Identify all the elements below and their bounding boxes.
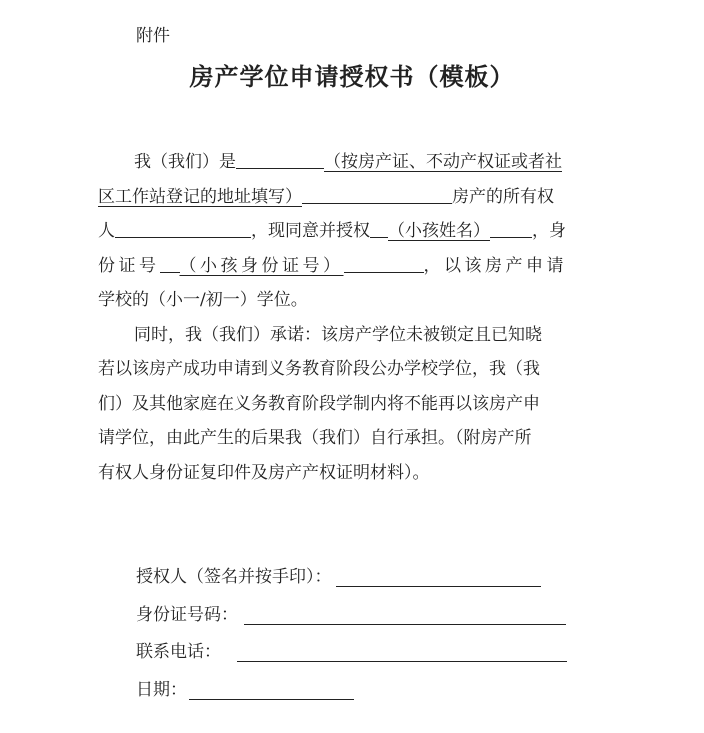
document-body [98, 145, 604, 490]
paragraph-1-line-2 [98, 180, 604, 215]
phone-label: 联系电话： [136, 642, 221, 662]
paragraph-2-line-2: 若以该房产成功申请到义务教育阶段公办学校学位，我（我 [98, 359, 540, 379]
document-title: 房产学位申请授权书（模板） [189, 62, 515, 91]
authorize-text: ，现同意并授权 [251, 221, 370, 241]
child-id-trail-blank[interactable] [344, 252, 424, 273]
authorizer-signature-blank[interactable] [336, 566, 541, 587]
id-label-text: 份证号 [98, 255, 160, 276]
authorizer-label: 授权人（签名并按手印）： [136, 567, 332, 587]
id-number-row [136, 604, 566, 626]
id-number-label: 身份证号码： [136, 605, 238, 625]
date-row [136, 679, 354, 701]
date-blank[interactable] [189, 679, 354, 700]
id-number-blank[interactable] [244, 604, 566, 625]
paragraph-1-line-5: 学校的（小一/初一）学位。 [98, 290, 308, 310]
date-label: 日期： [136, 680, 187, 700]
owner-intro-text: 我（我们）是 [134, 152, 236, 172]
apply-with-property-text: ，以该房产申请 [423, 255, 567, 276]
property-owner-text: 房产的所有权 [452, 186, 554, 207]
address-instruction-text: （按房产证、不动产权证或者社 [324, 152, 562, 172]
child-name-lead-blank[interactable] [370, 217, 388, 238]
owner-suffix-text: 人 [98, 221, 115, 241]
child-id-lead-blank[interactable] [160, 252, 180, 273]
paragraph-2-line-1: 同时，我（我们）承诺：该房产学位未被锁定且已知晓 [134, 324, 542, 345]
paragraph-2-line-5: 有权人身份证复印件及房产产权证明材料）。 [98, 462, 430, 483]
child-id-placeholder: （小孩身份证号） [179, 255, 344, 276]
property-address-blank[interactable] [236, 148, 324, 169]
property-address-blank-cont[interactable] [302, 183, 452, 204]
authorizer-signature-row [136, 566, 541, 588]
id-prefix-text: ，身 [532, 221, 566, 241]
paragraph-2-line-4: 请学位，由此产生的后果我（我们）自行承担。（附房产所 [98, 428, 532, 448]
owner-name-blank[interactable] [115, 217, 251, 238]
paragraph-2-line-3: 们）及其他家庭在义务教育阶段学制内将不能再以该房产申 [98, 393, 540, 414]
annex-label: 附件 [136, 26, 170, 46]
address-instruction-text-cont: 区工作站登记的地址填写） [98, 186, 302, 207]
paragraph-1-line-4 [98, 249, 604, 284]
phone-blank[interactable] [237, 641, 567, 662]
paragraph-1-line-1 [98, 145, 604, 180]
phone-row [136, 641, 567, 663]
child-name-placeholder: （小孩姓名） [388, 221, 490, 241]
child-name-trail-blank[interactable] [490, 217, 532, 238]
paragraph-1-line-3 [98, 214, 604, 249]
